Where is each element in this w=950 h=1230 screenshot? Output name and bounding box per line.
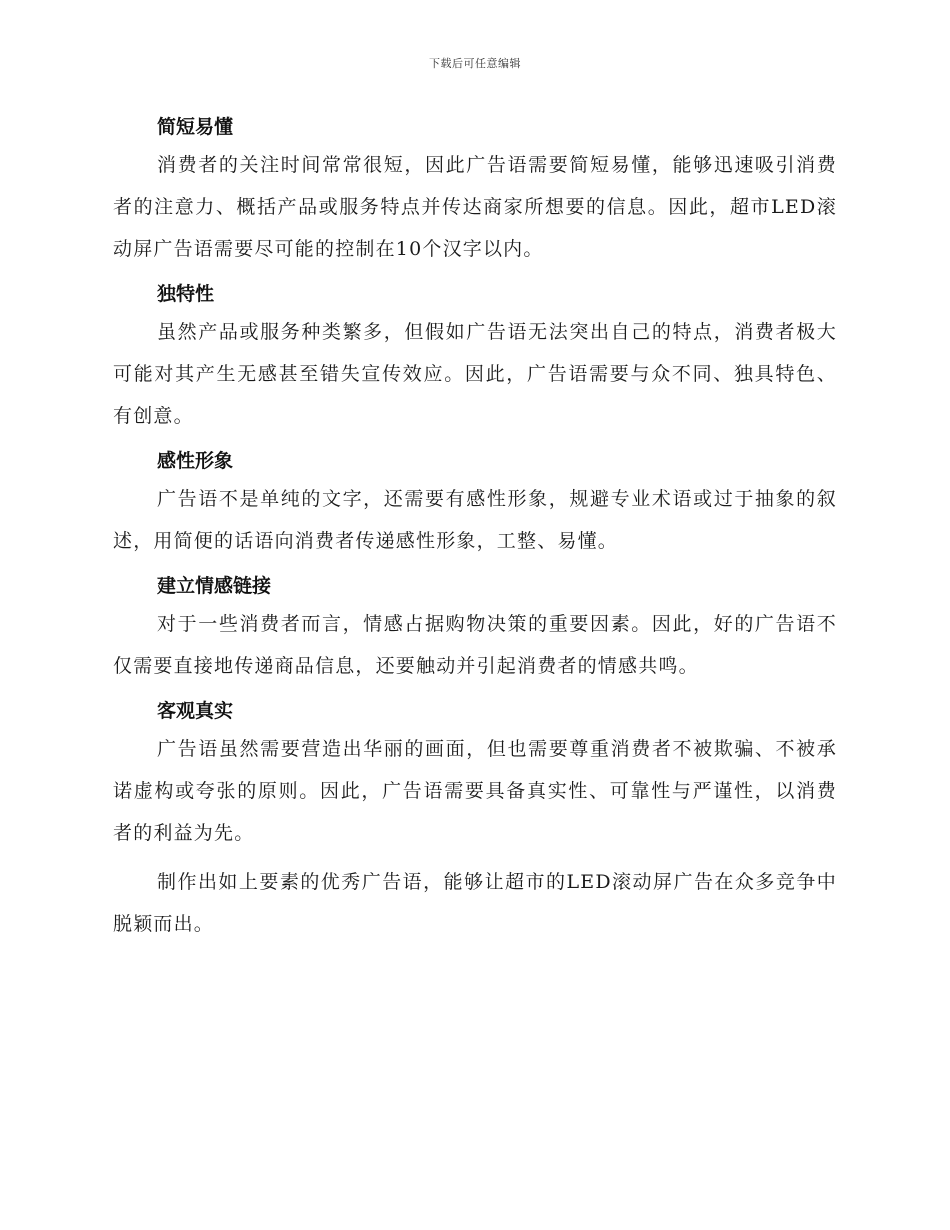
section-heading: 客观真实	[157, 700, 234, 722]
section-uniqueness	[113, 277, 837, 437]
section-objective-truth	[113, 694, 837, 854]
header-note: 下载后可任意编辑	[429, 57, 521, 70]
section-paragraph: 虽然产品或服务种类繁多，但假如广告语无法突出自己的特点，消费者极大可能对其产生无感甚至错失宣传效应。因此，广告语需要与众不同、独具特色、有创意。	[113, 321, 837, 427]
section-paragraph: 广告语虽然需要营造出华丽的画面，但也需要尊重消费者不被欺骗、不被承诺虚构或夸张的原则。因此，广告语需要具备真实性、可靠性与严谨性，以消费者的利益为先。	[113, 738, 837, 844]
document-body	[113, 110, 837, 952]
section-paragraph: 广告语不是单纯的文字，还需要有感性形象，规避专业术语或过于抽象的叙述，用简便的话语向消费者传递感性形象，工整、易懂。	[113, 488, 837, 552]
section-emotional-image	[113, 444, 837, 562]
section-brevity	[113, 110, 837, 270]
section-heading: 感性形象	[157, 450, 234, 472]
closing-paragraph: 制作出如上要素的优秀广告语，能够让超市的LED滚动屏广告在众多竞争中脱颖而出。	[113, 871, 837, 935]
section-emotional-link	[113, 569, 837, 687]
section-heading: 独特性	[157, 283, 215, 305]
section-paragraph: 消费者的关注时间常常很短，因此广告语需要简短易懂，能够迅速吸引消费者的注意力、概括产品或服务特点并传达商家所想要的信息。因此，超市LED滚动屏广告语需要尽可能的控制在10个汉字以内。	[113, 154, 837, 260]
section-paragraph: 对于一些消费者而言，情感占据购物决策的重要因素。因此，好的广告语不仅需要直接地传递商品信息，还要触动并引起消费者的情感共鸣。	[113, 613, 837, 677]
section-heading: 简短易懂	[157, 116, 234, 138]
section-heading: 建立情感链接	[157, 575, 272, 597]
